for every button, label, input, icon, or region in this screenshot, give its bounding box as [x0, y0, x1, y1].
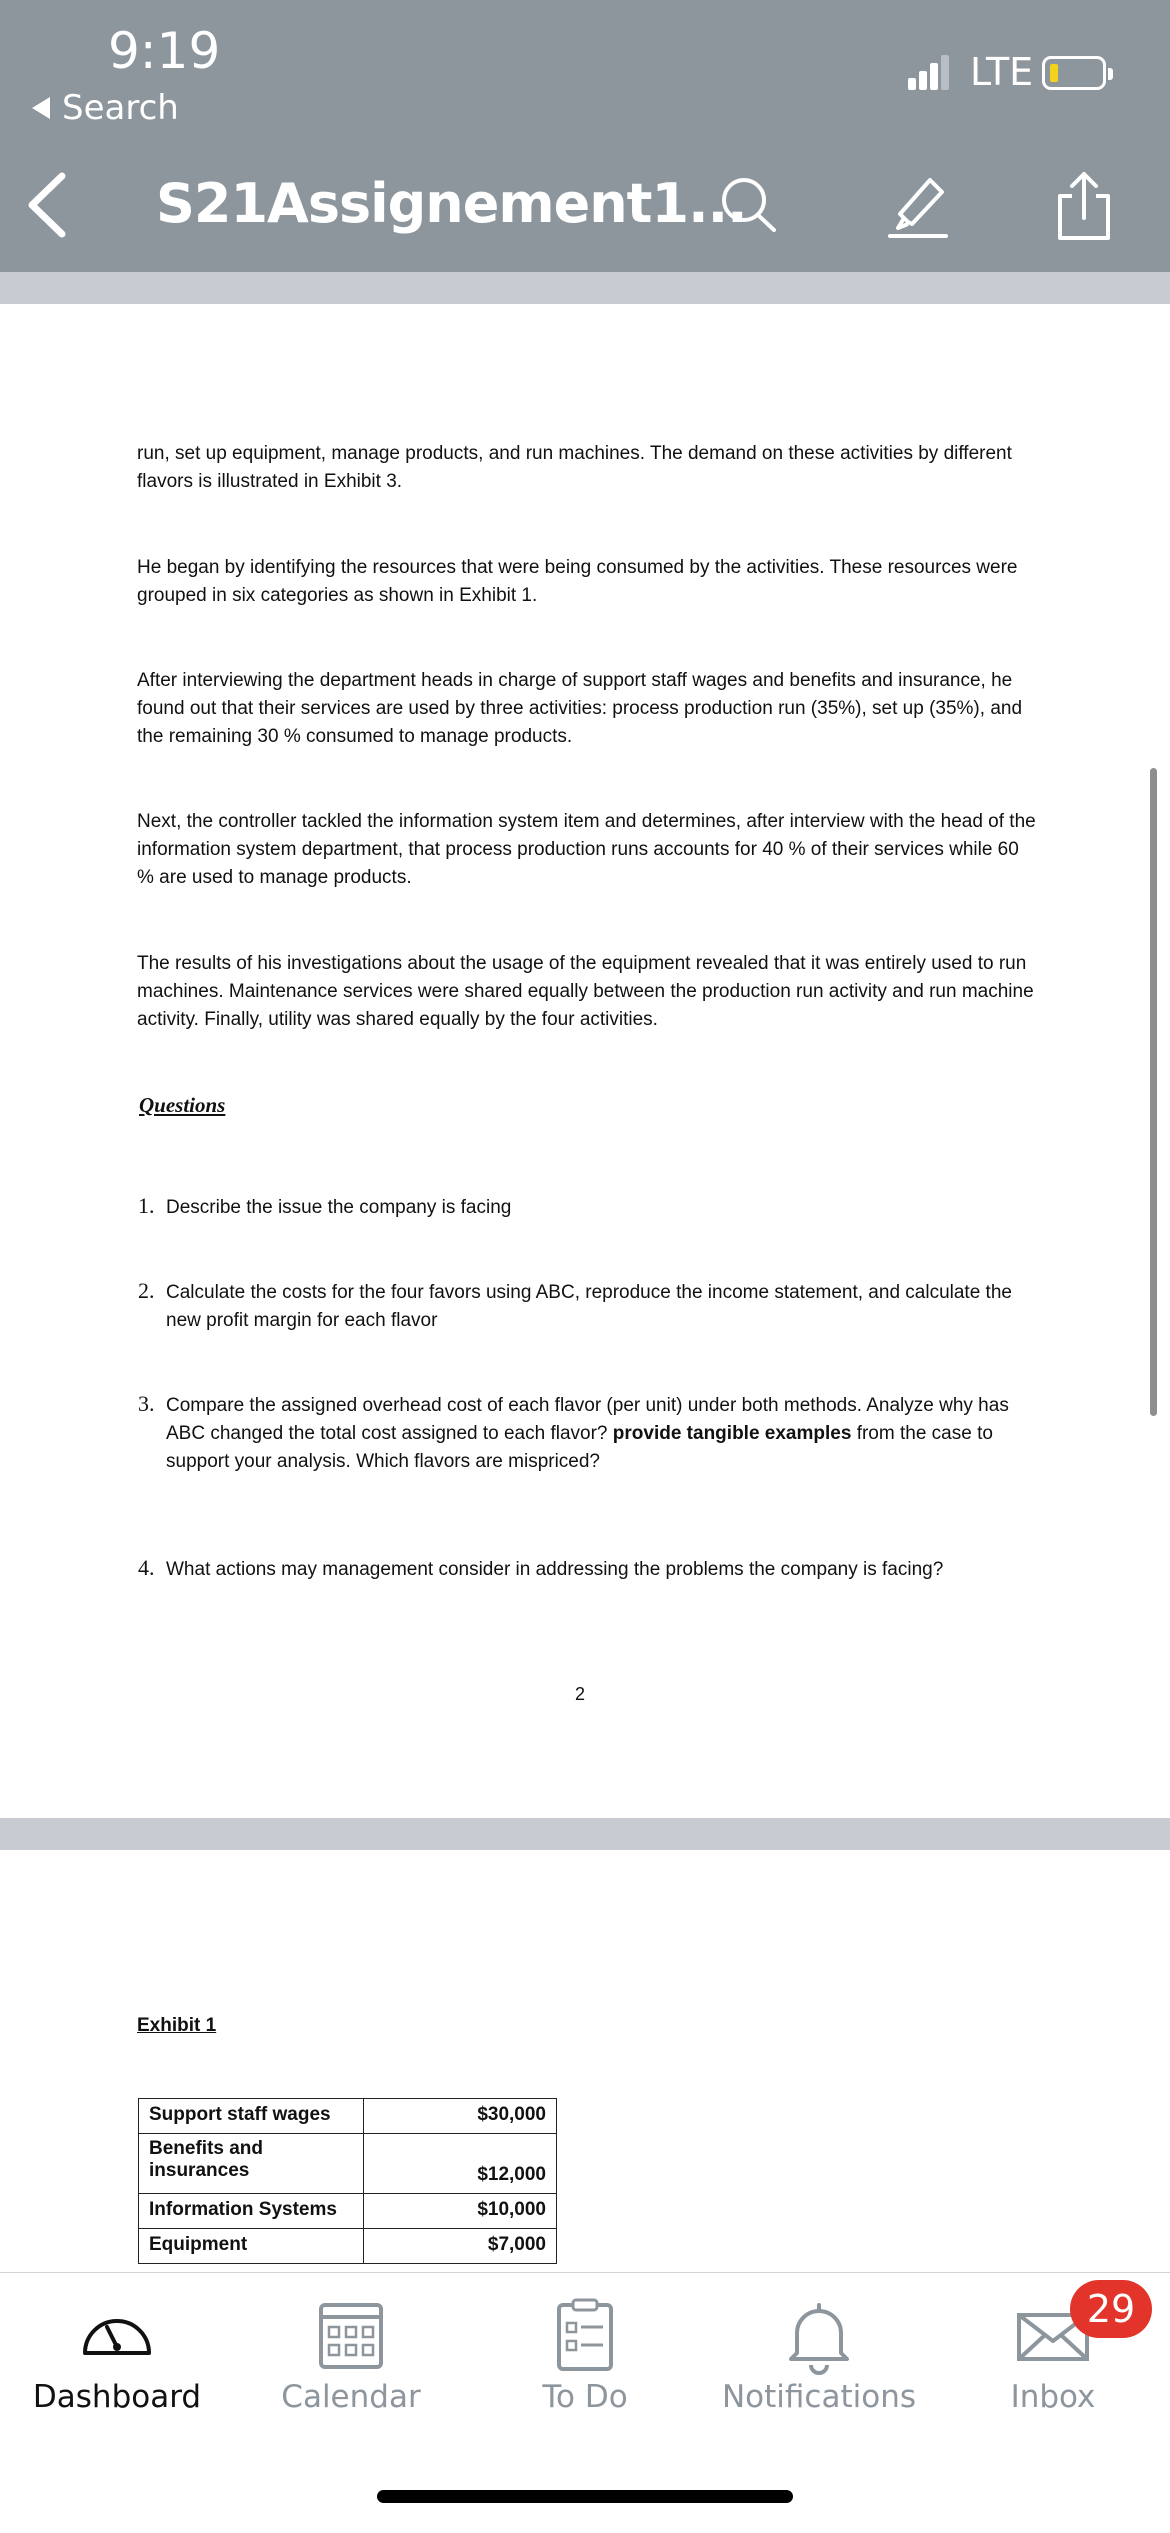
calendar-icon [311, 2295, 391, 2375]
signal-icon [908, 54, 952, 92]
paragraph-2: He began by identifying the resources that were being consumed by the activities. These resources were grouped in six categories as shown in Exhibit 1. [137, 557, 1018, 606]
tab-notifications[interactable] [702, 2273, 936, 2443]
battery-icon [1042, 56, 1106, 90]
table-cell-label: Benefits and insurances [139, 2134, 364, 2194]
search-icon[interactable] [710, 168, 786, 244]
table-cell-value: $10,000 [364, 2194, 557, 2229]
page-number: 2 [575, 1684, 586, 1704]
question-number: 2. [138, 1278, 155, 1303]
paragraph-1: run, set up equipment, manage products, and run machines. The demand on these activities by different flavors is illustrated in Exhibit 3. [137, 443, 1012, 492]
dashboard-icon [77, 2295, 157, 2375]
inbox-badge: 29 [1070, 2280, 1152, 2338]
question-number: 1. [138, 1193, 155, 1218]
question-3: Compare the assigned overhead cost of each flavor (per unit) under both methods. Analyze why has ABC changed the total cost assigned to each flavor? provide tangible examples from the case to support your analysis. Which flavors are mispriced? [166, 1395, 1009, 1472]
questions-heading: Questions [139, 1093, 226, 1117]
paragraph-3: After interviewing the department heads in charge of support staff wages and benefits and insurance, he found out that their services are used by three activities: process production run (35%), set up (35%), and the remaining 30 % consumed to manage products. [137, 670, 1023, 747]
table-cell-value: $12,000 [364, 2134, 557, 2194]
table-cell-value: $30,000 [364, 2099, 557, 2134]
scrollbar[interactable] [1150, 768, 1157, 1416]
back-triangle-icon [30, 95, 52, 121]
question-number: 3. [138, 1391, 155, 1416]
tab-todo[interactable] [468, 2273, 702, 2443]
tab-label: To Do [542, 2379, 628, 2415]
share-icon[interactable] [1046, 168, 1122, 244]
tab-label: Inbox [1010, 2379, 1096, 2415]
paragraph-4: Next, the controller tackled the information system item and determines, after interview with the head of the information system department, that process production runs accounts for 40 % of their services while 60 % are used to manage products. [137, 811, 1036, 888]
chevron-left-icon[interactable] [22, 170, 72, 240]
question-1: Describe the issue the company is facing [166, 1197, 512, 1218]
bell-icon [779, 2295, 859, 2375]
question-2: Calculate the costs for the four favors using ABC, reproduce the income statement, and calculate the new profit margin for each flavor [166, 1282, 1012, 1331]
question-number: 4. [138, 1555, 155, 1580]
table-row [139, 2194, 557, 2229]
tab-calendar[interactable] [234, 2273, 468, 2443]
document-title: S21Assignement1... [156, 172, 747, 235]
back-app-label: Search [62, 88, 179, 128]
table-cell-label: Support staff wages [139, 2099, 364, 2134]
document-page-2 [0, 304, 1170, 1818]
page-gap [0, 1818, 1170, 1850]
table-row [139, 2134, 557, 2194]
top-header [0, 0, 1170, 272]
network-type: LTE [970, 50, 1034, 94]
exhibit-table [138, 2098, 557, 2264]
home-indicator[interactable] [377, 2490, 793, 2503]
tab-label: Notifications [721, 2379, 917, 2415]
markup-pen-icon[interactable] [880, 168, 956, 244]
table-cell-label: Equipment [139, 2229, 364, 2264]
question-4: What actions may management consider in addressing the problems the company is facing? [166, 1559, 944, 1580]
page-gap [0, 272, 1170, 304]
todo-icon [545, 2295, 625, 2375]
back-to-search-link[interactable] [30, 88, 179, 128]
exhibit-title: Exhibit 1 [137, 2015, 217, 2036]
tab-dashboard[interactable] [0, 2273, 234, 2443]
tab-label: Dashboard [32, 2379, 202, 2415]
table-cell-value: $7,000 [364, 2229, 557, 2264]
table-cell-label: Information Systems [139, 2194, 364, 2229]
tab-label: Calendar [281, 2379, 421, 2415]
status-time: 9:19 [108, 22, 221, 80]
table-row [139, 2099, 557, 2134]
table-row [139, 2229, 557, 2264]
paragraph-5: The results of his investigations about the usage of the equipment revealed that it was entirely used to run machines. Maintenance services were shared equally between the production run activity and run machine activity. Finally, utility was shared equally by the four activities. [137, 953, 1034, 1030]
